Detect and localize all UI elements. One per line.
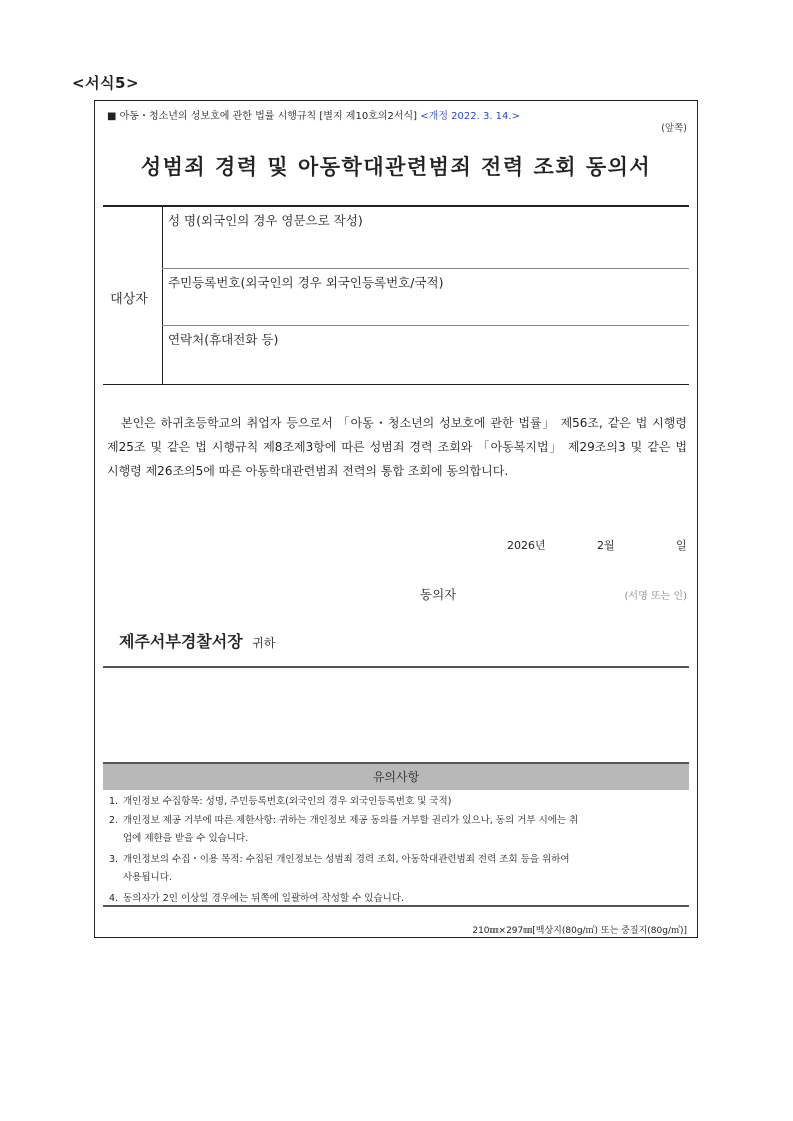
date-year: 2026년 — [507, 539, 546, 552]
legal-reference-text: ■ 아동・청소년의 성보호에 관한 법률 시행규칙 [별지 제10호의2서식] — [107, 111, 418, 122]
paper-specification: 210㎜×297㎜[백상지(80g/㎡) 또는 중질지(80g/㎡)] — [472, 926, 687, 936]
name-field-label: 성 명(외국인의 경우 영문으로 작성) — [168, 213, 363, 228]
table-bottom-border — [103, 384, 689, 385]
consent-statement: 본인은 하귀초등학교의 취업자 등으로서 「아동・청소년의 성보호에 관한 법률」 제56조, 같은 법 시행령 제25조 및 같은 법 시행규칙 제8조제3항에 따른 성범죄 경력 조회와 「아동복지법」 제29조의3 및 같은 법 시행령 제26조의5에 따른 아동학대관련범죄 전력의 통합 조회에 동의합니다. — [107, 416, 687, 478]
recipient — [119, 629, 275, 652]
note-number: 4. — [109, 893, 119, 904]
note-item-1 — [109, 793, 687, 811]
page-side-label: (앞쪽) — [661, 123, 687, 134]
contact-field[interactable] — [168, 350, 683, 382]
notes-bottom-border — [103, 905, 689, 907]
note-number: 3. — [109, 854, 119, 865]
row-divider-1 — [162, 268, 689, 269]
subject-label: 대상자 — [110, 292, 148, 307]
note-number: 2. — [109, 815, 119, 826]
note-number: 1. — [109, 796, 119, 807]
recipient-name: 제주서부경찰서장 — [119, 632, 243, 651]
row-divider-2 — [162, 325, 689, 326]
form-frame — [94, 100, 698, 938]
note-text-continued: 업에 제한을 받을 수 있습니다. — [123, 833, 249, 844]
note-text-continued: 사용됩니다. — [123, 872, 172, 883]
note-text: 동의자가 2인 이상일 경우에는 뒤쪽에 일괄하여 작성할 수 있습니다. — [123, 893, 405, 904]
legal-reference — [107, 107, 520, 122]
note-item-2 — [109, 812, 687, 848]
date-day: 일 — [676, 539, 687, 552]
revision-date: <개정 2022. 3. 14.> — [420, 111, 520, 122]
notes-header: 유의사항 — [103, 762, 689, 790]
recipient-divider — [103, 666, 689, 668]
note-text: 개인정보의 수집・이용 목적: 수집된 개인정보는 성범죄 경력 조회, 아동학대관련범죄 전력 조회 등을 위하여 — [123, 854, 570, 865]
form-number-label: <서식5> — [72, 74, 140, 92]
name-field[interactable] — [168, 231, 683, 265]
registration-number-field-label: 주민등록번호(외국인의 경우 외국인등록번호/국적) — [168, 275, 444, 290]
registration-number-field[interactable] — [168, 293, 683, 323]
date-month: 2월 — [597, 539, 615, 552]
signature-note: (서명 또는 인) — [624, 591, 687, 602]
consenter-label: 동의자 — [420, 587, 457, 602]
note-text: 개인정보 수집항목: 성명, 주민등록번호(외국인의 경우 외국인등록번호 및 국적) — [123, 796, 452, 807]
note-item-3 — [109, 851, 687, 887]
recipient-suffix: 귀하 — [252, 636, 276, 650]
note-text: 개인정보 제공 거부에 따른 제한사항: 귀하는 개인정보 제공 동의를 거부할 권리가 있으나, 동의 거부 시에는 취 — [123, 815, 579, 826]
table-top-border — [103, 205, 689, 207]
contact-field-label: 연락처(휴대전화 등) — [168, 332, 279, 347]
page-title: 성범죄 경력 및 아동학대관련범죄 전력 조회 동의서 — [140, 155, 652, 179]
